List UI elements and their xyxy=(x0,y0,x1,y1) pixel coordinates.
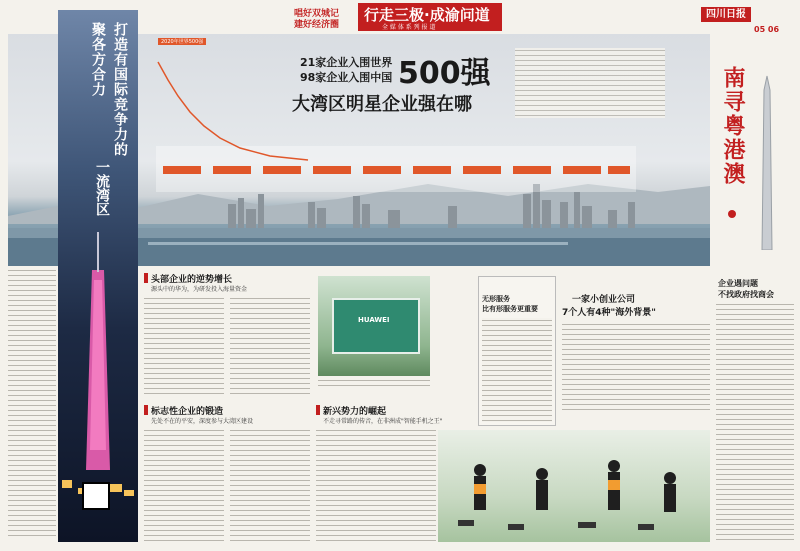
section-3-subtitle: 不走寻常路的传音，在非洲成"智能手机之王" xyxy=(323,418,443,425)
vertical-title-1: 打造有国际竞争力的 xyxy=(112,22,128,157)
section-3-marker xyxy=(316,405,320,415)
section-1-title: 头部企业的逆势增长 xyxy=(151,275,233,285)
box-1-text xyxy=(482,318,552,422)
section-2-subtitle: 先处不在的平安，深度参与大湾区建设 xyxy=(151,418,254,425)
building-facade xyxy=(332,298,420,354)
vertical-title-3: 聚各方合力 xyxy=(90,22,106,97)
box-2-title-2: 7个人有4种"海外背景" xyxy=(562,308,656,318)
section-2-marker xyxy=(144,405,148,415)
hero-subtitle-2: 98家企业入围中国 xyxy=(300,71,393,84)
section-2-title: 标志性企业的锻造 xyxy=(151,407,224,417)
photo-caption xyxy=(318,378,430,388)
hero-subtitle-1: 21家企业入围世界 xyxy=(300,56,393,69)
box-2-title-1: 一家小创业公司 xyxy=(572,295,636,305)
section-3-title: 新兴势力的崛起 xyxy=(323,407,387,417)
page-numbers: 05 06 xyxy=(754,25,780,34)
red-dot-icon xyxy=(728,210,736,218)
skyscraper-icon xyxy=(752,70,782,250)
section-1-text-a xyxy=(144,296,224,396)
section-1-marker xyxy=(144,273,148,283)
right-body-text xyxy=(716,302,794,542)
vertical-title-2: 一流湾区 xyxy=(94,160,110,216)
section-1-subtitle: 源头中的华为，为研发投入海量资金 xyxy=(151,286,248,293)
team-photo xyxy=(438,430,710,542)
section-2-text-a xyxy=(144,428,224,542)
qr-code xyxy=(82,482,110,510)
box-2-text xyxy=(562,322,710,412)
slogan-left-2: 建好经济圈 xyxy=(294,20,340,30)
series-subtitle: 全 媒 体 系 列 报 道 xyxy=(382,24,436,31)
box-1-title-1: 无形服务 xyxy=(482,295,510,303)
paper-logo: 四川日报 xyxy=(701,7,751,22)
section-1-text-b xyxy=(230,296,310,396)
chart-label: 2020年世界500强 xyxy=(158,38,206,45)
left-body-text xyxy=(8,268,56,538)
section-2-text-b xyxy=(230,428,310,542)
hero-big-number: 500强 xyxy=(398,56,491,91)
sidebar-title-1: 企业遇问题 xyxy=(718,279,758,288)
team-figures xyxy=(438,430,710,542)
huawei-photo xyxy=(318,276,430,376)
sidebar-title-2: 不找政府找商会 xyxy=(718,290,774,299)
hero-headline: 大湾区明星企业强在哪 xyxy=(292,94,472,115)
hero-intro-text xyxy=(515,48,665,118)
box-1-title-2: 比有形服务更重要 xyxy=(482,305,538,313)
series-title: 行走三极·成渝问道 xyxy=(364,6,490,24)
section-3-text xyxy=(316,428,436,542)
huawei-sign: HUAWEI xyxy=(358,316,390,324)
vertical-brand: 南寻粤港澳 xyxy=(720,66,746,186)
slogan-left-1: 唱好双城记 xyxy=(294,9,340,19)
